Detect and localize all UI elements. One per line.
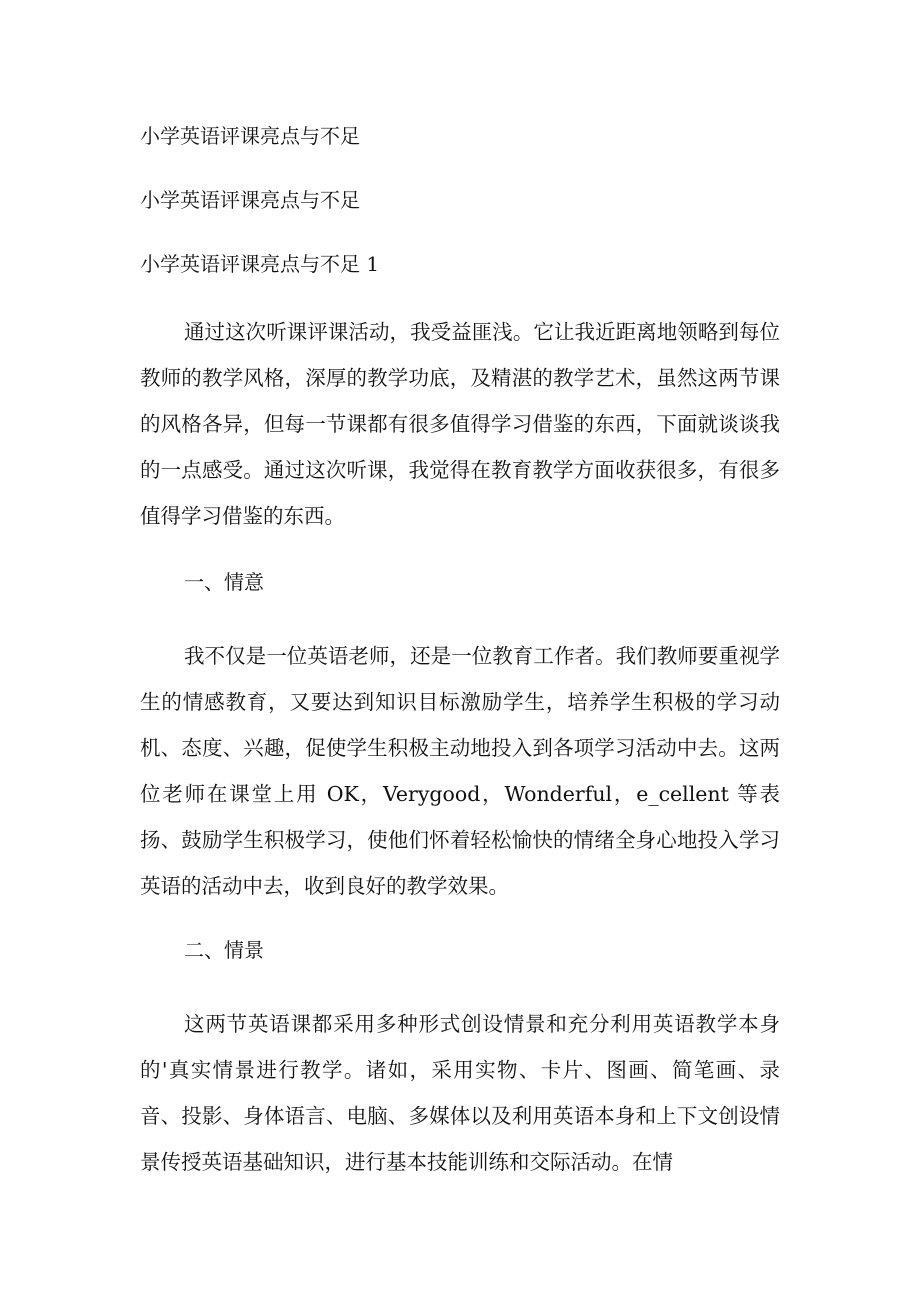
document-title-line-1: 小学英语评课亮点与不足 (140, 124, 360, 148)
body-paragraph-2: 我不仅是一位英语老师，还是一位教育工作者。我们教师要重视学生的情感教育，又要达到知识目标激励学生，培养学生积极的学习动机、态度、兴趣，促使学生积极主动地投入到各项学习活动中去。这两位老师在课堂上用 OK，Verygood，Wonderful，e_cellent 等表扬、鼓励学生积极学习，使他们怀着轻松愉快的情绪全身心地投入学习英语的活动中去，收到良好的教学效果。 (140, 644, 780, 898)
document-title-line-3: 小学英语评课亮点与不足 1 (140, 252, 380, 276)
document-title-line-2: 小学英语评课亮点与不足 (140, 188, 360, 212)
body-paragraph-3: 这两节英语课都采用多种形式创设情景和充分利用英语教学本身的'真实情景进行教学。诸如，采用实物、卡片、图画、简笔画、录音、投影、身体语言、电脑、多媒体以及利用英语本身和上下文创设情景传授英语基础知识，进行基本技能训练和交际活动。在情 (140, 1012, 780, 1174)
body-paragraph-1: 通过这次听课评课活动，我受益匪浅。它让我近距离地领略到每位教师的教学风格，深厚的教学功底，及精湛的教学艺术，虽然这两节课的风格各异，但每一节课都有很多值得学习借鉴的东西，下面就谈谈我的一点感受。通过这次听课，我觉得在教育教学方面收获很多，有很多值得学习借鉴的东西。 (140, 320, 780, 528)
section-heading-1: 一、情意 (184, 570, 264, 594)
section-heading-2: 二、情景 (184, 938, 264, 962)
